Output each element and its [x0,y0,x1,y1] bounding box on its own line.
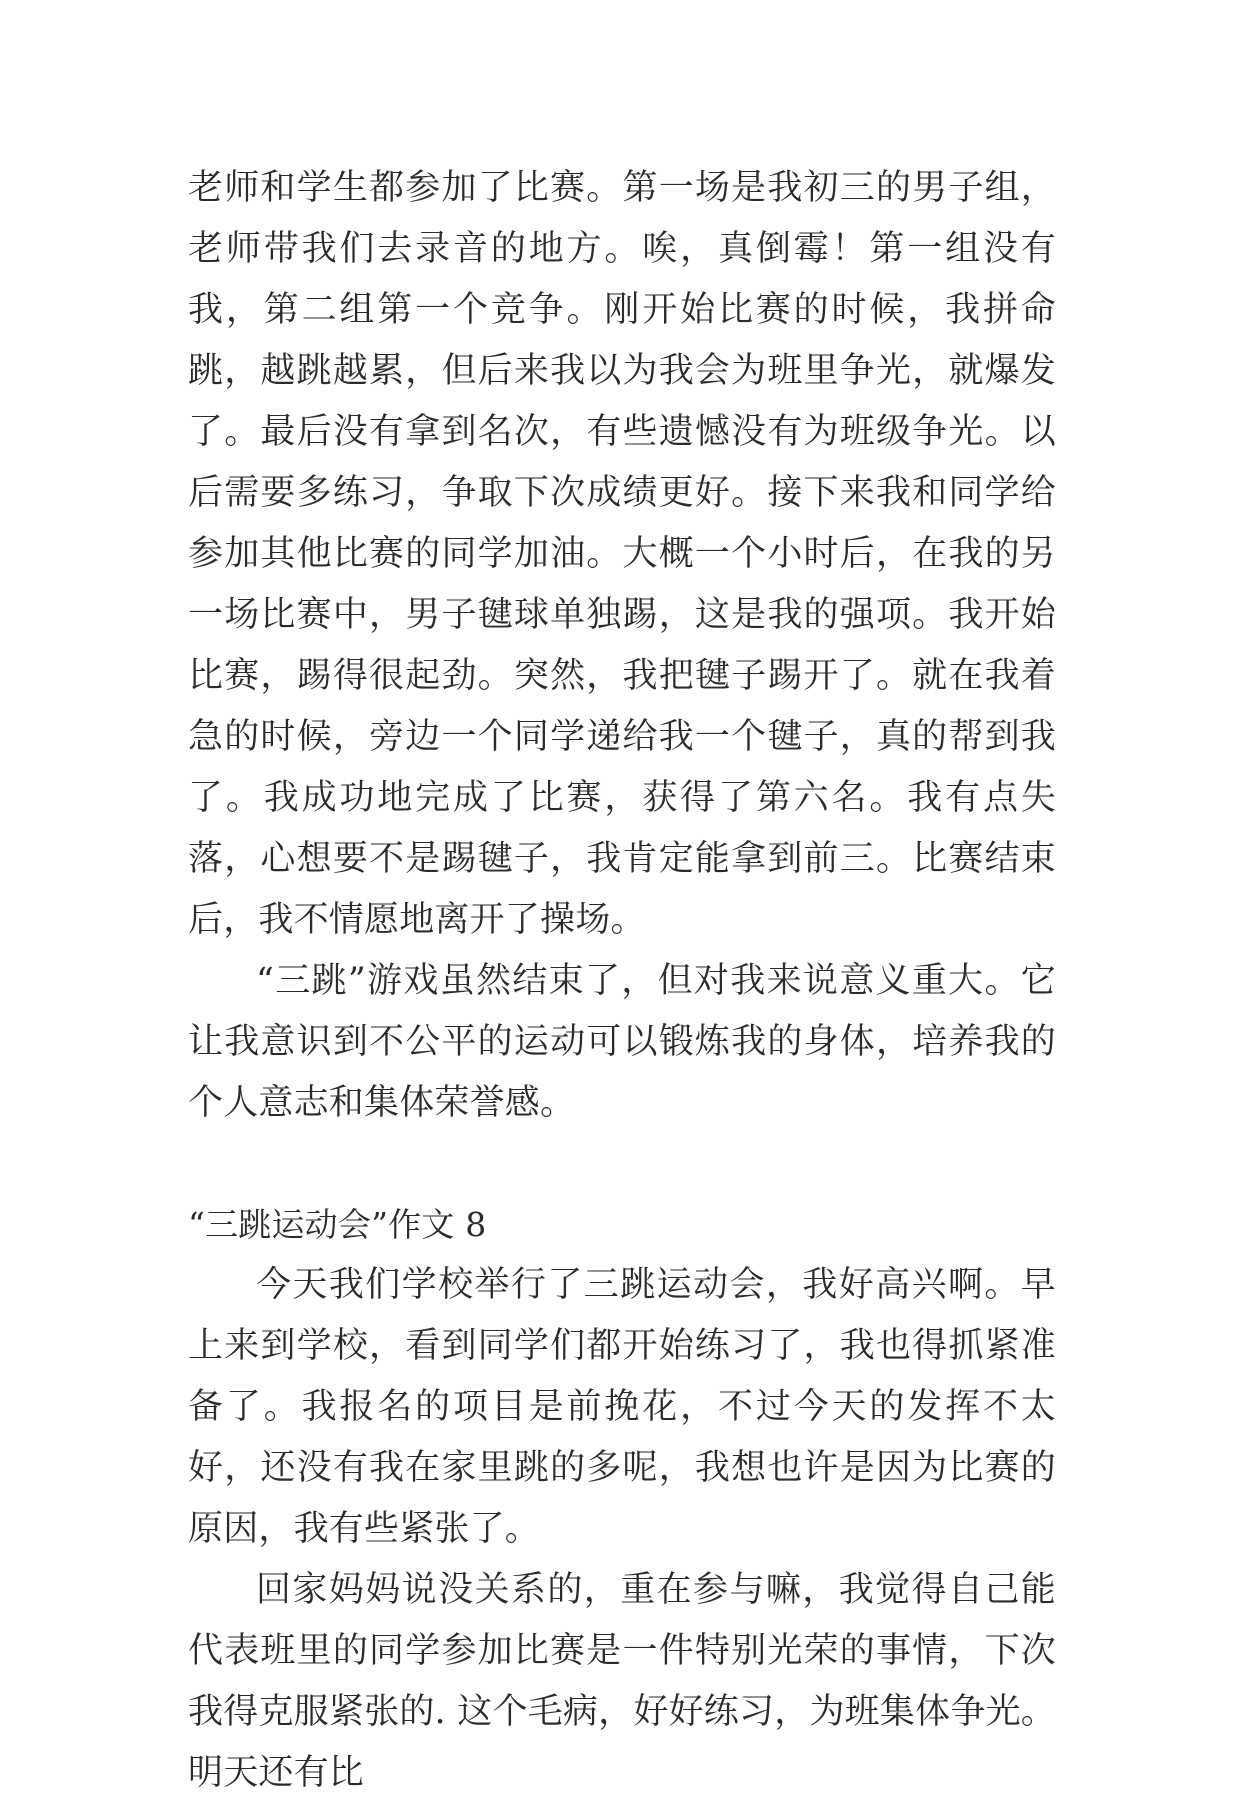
section-spacer [188,1134,1056,1194]
body-paragraph: 回家妈妈说没关系的，重在参与嘛，我觉得自己能代表班里的同学参加比赛是一件特别光荣的事情，下次我得克服紧张的. 这个毛病，好好练习，为班集体争光。明天还有比 [188,1570,1056,1793]
section-heading: “三跳运动会”作文 8 [188,1205,487,1244]
body-paragraph: “三跳”游戏虽然结束了，但对我来说意义重大。它让我意识到不公平的运动可以锻炼我的身体，培养我的个人意志和集体荣誉感。 [188,961,1056,1123]
body-paragraph: 老师和学生都参加了比赛。第一场是我初三的男子组，老师带我们去录音的地方。唉，真倒霉！第一组没有我，第二组第一个竞争。刚开始比赛的时候，我拼命跳，越跳越累，但后来我以为我会为班里争光，就爆发了。最后没有拿到名次，有些遗憾没有为班级争光。以后需要多练习，争取下次成绩更好。接下来我和同学给参加其他比赛的同学加油。大概一个小时后，在我的另一场比赛中，男子毽球单独踢，这是我的强项。我开始比赛，踢得很起劲。突然，我把毽子踢开了。就在我着急的时候，旁边一个同学递给我一个毽子，真的帮到我了。我成功地完成了比赛，获得了第六名。我有点失落，心想要不是踢毽子，我肯定能拿到前三。比赛结束后，我不情愿地离开了操场。 [188,168,1056,940]
document-body [188,158,1056,1804]
body-paragraph: 今天我们学校举行了三跳运动会，我好高兴啊。早上来到学校，看到同学们都开始练习了，我也得抓紧准备了。我报名的项目是前挽花，不过今天的发挥不太好，还没有我在家里跳的多呢，我想也许是因为比赛的原因，我有些紧张了。 [188,1265,1056,1549]
